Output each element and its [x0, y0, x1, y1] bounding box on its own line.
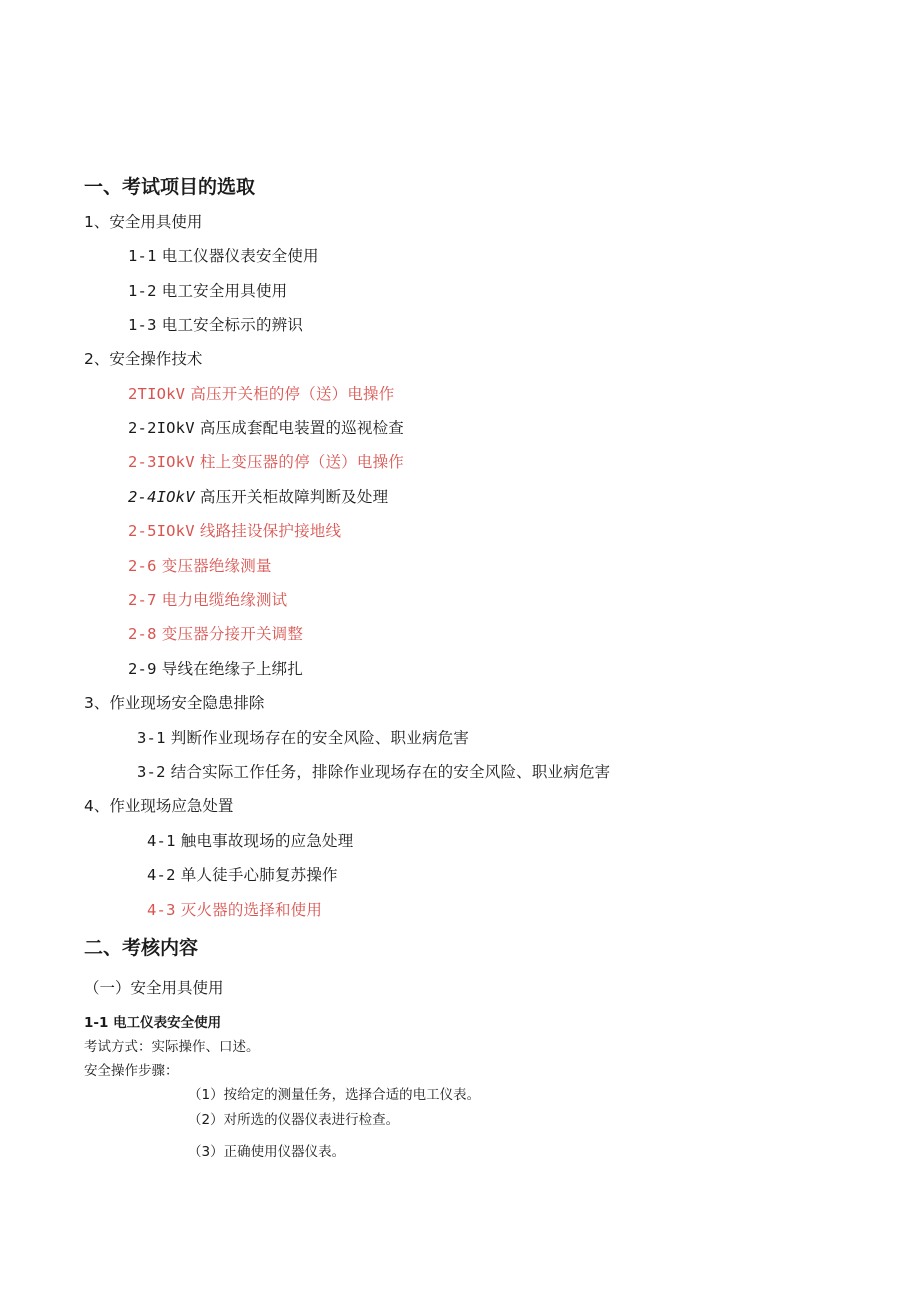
steps-label: 安全操作步骤： — [84, 1063, 179, 1079]
item-number: 2-7 — [128, 591, 157, 609]
item-number: 2TIOkV — [128, 385, 186, 403]
topic-title: 1-1 电工仪表安全使用 — [84, 1015, 222, 1031]
list-item — [128, 313, 303, 335]
item-number: 2-3IOkV — [128, 453, 195, 471]
item-number: 4-2 — [147, 866, 176, 884]
item-text: 高压成套配电装置的巡视检查 — [199, 419, 404, 437]
item-text: 柱上变压器的停（送）电操作 — [199, 453, 404, 471]
item-number: 4-3 — [147, 901, 176, 919]
item-text: 导线在绝缘子上绑扎 — [161, 660, 304, 678]
list-item — [128, 657, 303, 679]
step-item: （1）按给定的测量任务，选择合适的电工仪表。 — [188, 1087, 481, 1103]
exam-method: 考试方式：实际操作、口述。 — [84, 1039, 260, 1055]
item-number: 3-2 — [137, 763, 166, 781]
item-number: 1-2 — [128, 282, 157, 300]
item-text: 灭火器的选择和使用 — [180, 901, 323, 919]
list-item — [128, 279, 287, 301]
list-item — [147, 863, 338, 885]
group-heading: 3、作业现场安全隐患排除 — [84, 694, 265, 712]
list-item — [128, 588, 287, 610]
item-number: 2-8 — [128, 625, 157, 643]
group-heading: 1、安全用具使用 — [84, 213, 203, 231]
item-text: 变压器分接开关调整 — [161, 625, 304, 643]
list-item — [128, 382, 394, 404]
item-text: 变压器绝缘测量 — [161, 557, 272, 575]
item-text: 触电事故现场的应急处理 — [180, 832, 354, 850]
item-text: 高压开关柜故障判断及处理 — [199, 488, 389, 506]
item-number: 2-4IOkV — [128, 488, 195, 506]
group-heading: 2、安全操作技术 — [84, 350, 203, 368]
list-item — [128, 554, 272, 576]
item-number: 1-1 — [128, 247, 157, 265]
list-item — [128, 416, 404, 438]
item-text: 判断作业现场存在的安全风险、职业病危害 — [170, 729, 470, 747]
step-item: （2）对所选的仪器仪表进行检查。 — [188, 1112, 400, 1128]
list-item — [128, 450, 404, 472]
list-item — [128, 485, 388, 507]
item-number: 2-6 — [128, 557, 157, 575]
section-title: 一、考试项目的选取 — [84, 176, 256, 198]
item-number: 2-5IOkV — [128, 522, 195, 540]
list-item — [147, 898, 322, 920]
step-item: （3）正确使用仪器仪表。 — [188, 1144, 346, 1160]
item-text: 结合实际工作任务，排除作业现场存在的安全风险、职业病危害 — [170, 763, 611, 781]
item-number: 2-2IOkV — [128, 419, 195, 437]
subsection-title: （一）安全用具使用 — [84, 979, 224, 997]
list-item — [128, 244, 319, 266]
group-heading: 4、作业现场应急处置 — [84, 797, 234, 815]
list-item — [147, 829, 353, 851]
item-number: 2-9 — [128, 660, 157, 678]
section-title: 二、考核内容 — [84, 937, 199, 959]
list-item — [128, 519, 341, 541]
item-number: 4-1 — [147, 832, 176, 850]
list-item — [137, 726, 469, 748]
item-text: 电工安全标示的辨识 — [161, 316, 304, 334]
item-text: 电工安全用具使用 — [161, 282, 288, 300]
item-text: 线路挂设保护接地线 — [199, 522, 342, 540]
item-text: 高压开关柜的停（送）电操作 — [190, 385, 395, 403]
list-item — [128, 622, 303, 644]
item-text: 电工仪器仪表安全使用 — [161, 247, 319, 265]
item-number: 1-3 — [128, 316, 157, 334]
item-text: 电力电缆绝缘测试 — [161, 591, 288, 609]
item-number: 3-1 — [137, 729, 166, 747]
item-text: 单人徒手心肺复苏操作 — [180, 866, 338, 884]
list-item — [137, 760, 610, 782]
